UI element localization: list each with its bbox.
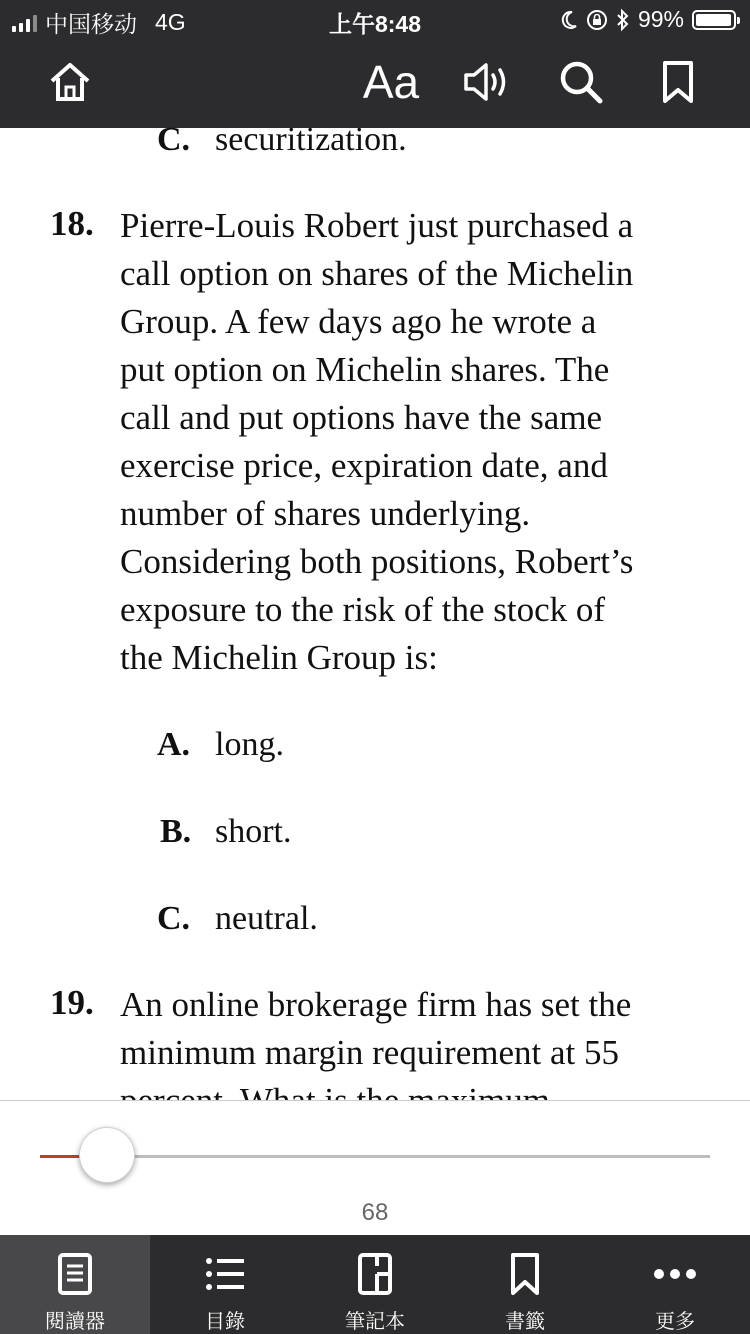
answer-option-c: C. neutral.: [157, 900, 318, 937]
page-number: 68: [361, 1199, 389, 1226]
orientation-lock-icon: [586, 9, 608, 31]
tab-toc[interactable]: [150, 1235, 300, 1334]
question-text: An online brokerage firm has set the minimum margin requirement at 55: [120, 985, 632, 1072]
notebook-icon: [352, 1251, 398, 1297]
search-icon[interactable]: [551, 52, 611, 112]
question-number: 18.: [50, 204, 94, 243]
network-type: 4G: [155, 9, 186, 35]
answer-option-b: B. short.: [160, 813, 292, 850]
reader-icon: [52, 1251, 98, 1297]
tab-label: 書籤: [505, 1311, 545, 1333]
battery-icon: [692, 10, 736, 30]
more-icon: [652, 1251, 698, 1297]
tab-notebook[interactable]: [300, 1235, 450, 1334]
status-bar: [0, 0, 750, 40]
page-slider-track[interactable]: [40, 1155, 710, 1158]
tab-label: 筆記本: [345, 1311, 405, 1333]
reader-toolbar: [0, 40, 750, 128]
tab-label: 更多: [655, 1311, 695, 1333]
moon-icon: [560, 10, 578, 30]
speaker-icon[interactable]: [456, 52, 516, 112]
tab-bookmarks[interactable]: [450, 1235, 600, 1334]
toc-list-icon: [202, 1251, 248, 1297]
question-text: Pierre-Louis Robert just purchased a call option on shares of the Michelin Group. A few days ago he wrote a put option on Michelin shares. The call and put options have the same exercise price, expiration date, and number of shares underlying. Considering both positions, Robert’s exposure to the risk of the stock of the Michelin Group is:: [120, 206, 634, 677]
tab-label: 閱讀器: [45, 1311, 105, 1333]
bookmark-icon[interactable]: [648, 52, 708, 112]
carrier-name: 中国移动: [45, 11, 137, 37]
page-slider-thumb[interactable]: [79, 1127, 135, 1183]
tab-reader[interactable]: [0, 1235, 150, 1334]
bottom-tab-bar: [0, 1235, 750, 1334]
question-number: 19.: [50, 983, 94, 1022]
page-slider-panel: [0, 1100, 750, 1236]
home-icon[interactable]: [40, 52, 100, 112]
font-settings-button[interactable]: Aa: [362, 56, 420, 108]
tab-more[interactable]: [600, 1235, 750, 1334]
answer-option: C. securitization.: [157, 121, 407, 158]
book-page[interactable]: [0, 121, 750, 1100]
bookmark-icon: [502, 1251, 548, 1297]
battery-percent: 99%: [637, 6, 684, 32]
answer-option-a: A. long.: [157, 726, 284, 763]
clock: 上午8:48: [328, 11, 422, 37]
tab-label: 目錄: [205, 1311, 245, 1333]
bluetooth-icon: [616, 9, 630, 31]
